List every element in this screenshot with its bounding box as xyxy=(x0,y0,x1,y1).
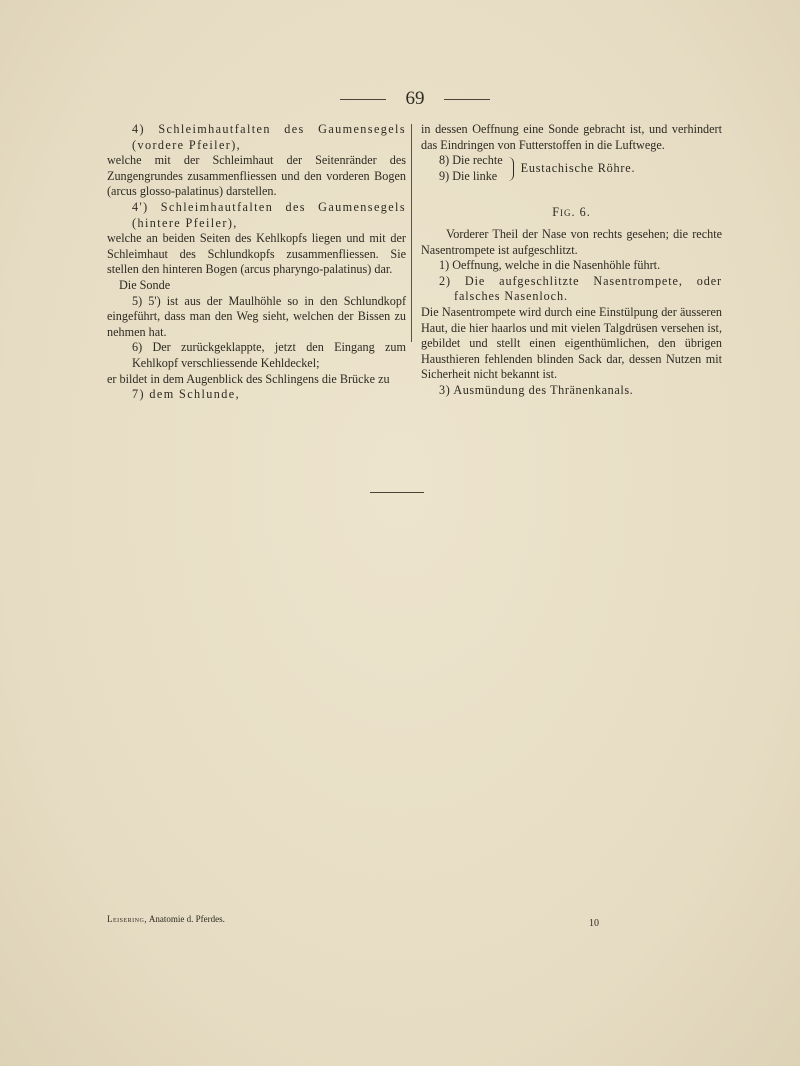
column-divider xyxy=(411,124,412,342)
footer-author: Leisering, xyxy=(107,914,148,924)
item-4-heading: 4) Schleimhautfalten des Gaumensegels (vordere Pfeiler), xyxy=(132,122,406,152)
item-6: 6) Der zurückgeklappte, jetzt den Eingang zum Kehlkopf verschliessende Kehldeckel; xyxy=(132,340,406,370)
sonde-label: Die Sonde xyxy=(119,277,171,292)
item-3: 3) Ausmündung des Thränenkanals. xyxy=(439,382,634,397)
header-rule-left xyxy=(340,99,386,100)
nasal-trumpet-paragraph: Die Nasentrompete wird durch eine Einstülpung der äusseren Haut, die hier haarlos und mit vielen Talgdrüsen versehen ist, gebildet und stellt einen eigenthümlichen, den übrigen Hausthieren fehlenden blinden Sack dar, dessen Nutzen mit Sicherheit nicht bekannt ist. xyxy=(421,304,722,382)
item-7: 7) dem Schlunde, xyxy=(132,387,241,402)
curly-brace-icon xyxy=(507,157,514,181)
page-number: 69 xyxy=(405,88,425,109)
page-header xyxy=(340,88,490,110)
left-column-continuation: in dessen Oeffnung eine Sonde gebracht ist, und verhindert das Eindringen von Futterstoffen in die Luftwege. xyxy=(421,122,722,152)
item-1: 1) Oeffnung, welche in die Nasenhöhle führt. xyxy=(439,258,661,273)
brace-label: Eustachische Röhre. xyxy=(520,160,636,175)
item-2: 2) Die aufgeschlitzte Nasentrompete, oder falsches Nasenloch. xyxy=(439,273,722,304)
left-column xyxy=(107,122,406,403)
footer-title: Anatomie d. Pferdes. xyxy=(148,914,225,924)
footer-publication xyxy=(107,914,225,924)
item-4-body: welche mit der Schleimhaut der Seitenränder des Zungengrundes zusammenfliessen und den vorderen Bogen (arcus glosso-palatinus) darstellen. xyxy=(107,153,406,199)
item-4b-body: welche an beiden Seiten des Kehlkopfs liegen und mit der Schleimhaut des Schlundkopfs zusammenfliessen. Sie stellen den hinteren Bogen (arcus pharyngo-palatinus) dar. xyxy=(107,231,406,277)
item-8: 8) Die rechte xyxy=(439,153,503,168)
figure-caption: Fig. 6. xyxy=(552,205,591,220)
header-rule-right xyxy=(444,99,490,100)
item-4b-heading: 4') Schleimhautfalten des Gaumensegels (hintere Pfeiler), xyxy=(132,199,406,230)
footer-signature: 10 xyxy=(589,918,599,929)
item-6-continuation: er bildet in dem Augenblick des Schlingens die Brücke zu xyxy=(107,371,390,386)
item-9: 9) Die linke xyxy=(439,168,498,183)
eustachian-tube-group xyxy=(439,153,722,184)
item-5: 5) 5') ist aus der Maulhöhle so in den Schlundkopf eingeführt, dass man den Weg sieht, welchen der Bissen zu nehmen hat. xyxy=(107,293,406,339)
figure-description: Vorderer Theil der Nase von rechts gesehen; die rechte Nasentrompete ist aufgeschlitzt. xyxy=(421,226,722,257)
end-rule xyxy=(370,492,424,493)
right-column xyxy=(421,122,722,399)
